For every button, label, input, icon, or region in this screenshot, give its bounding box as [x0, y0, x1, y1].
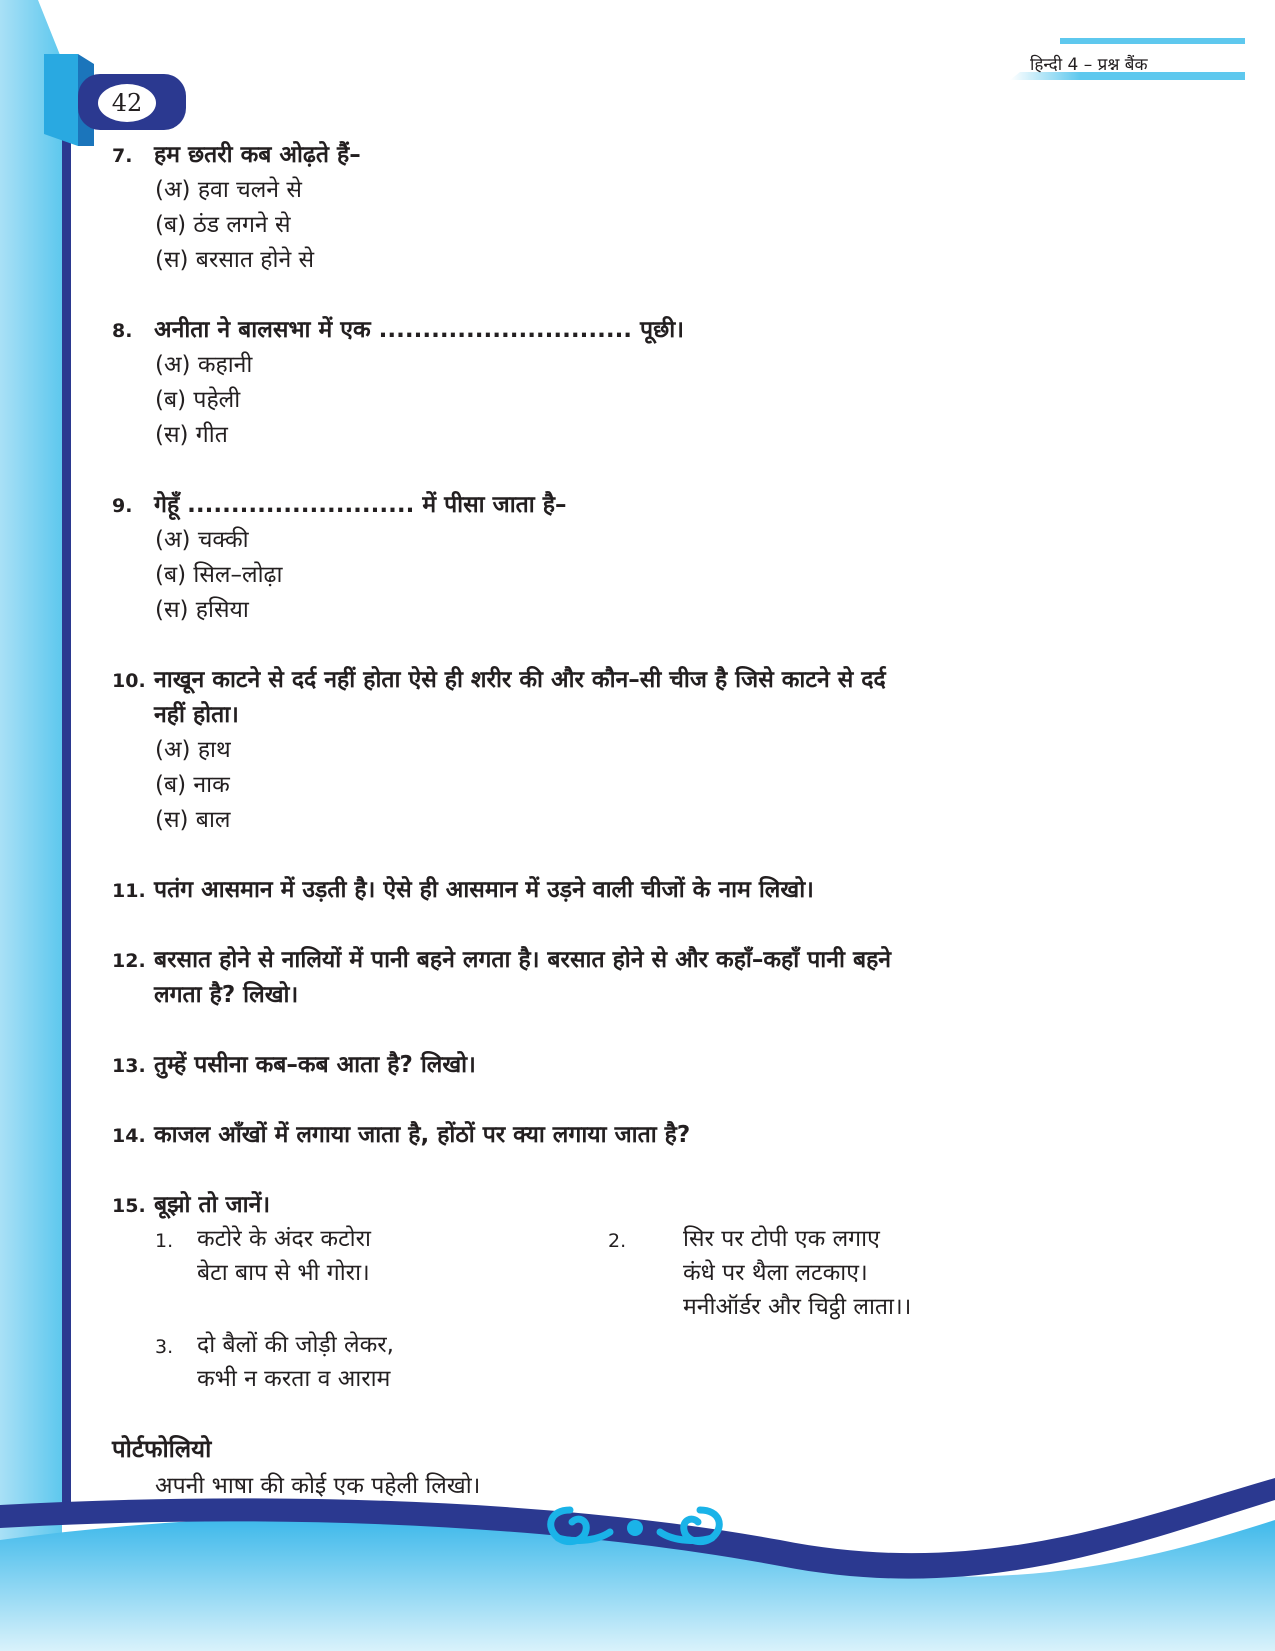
- question-text: गेहूँ .......................... में पीसा जाता है–: [154, 492, 567, 518]
- decorative-swirl-icon: [540, 1502, 730, 1550]
- option: (स) बाल: [155, 807, 231, 833]
- question-number: 11.: [112, 880, 146, 902]
- question-number: 14.: [112, 1125, 146, 1147]
- option: (अ) हवा चलने से: [155, 177, 302, 203]
- riddle-line: सिर पर टोपी एक लगाए: [683, 1226, 880, 1252]
- riddle-number: 1.: [155, 1230, 174, 1252]
- left-margin-rule: [62, 64, 71, 1514]
- riddle-line: कंधे पर थैला लटकाए।: [683, 1260, 868, 1286]
- riddle-number: 2.: [608, 1230, 627, 1252]
- question-number: 12.: [112, 950, 146, 972]
- question-text: तुम्हें पसीना कब–कब आता है? लिखो।: [154, 1052, 476, 1078]
- option: (स) हसिया: [155, 597, 249, 623]
- header-title: हिन्दी 4 – प्रश्न बैंक: [1030, 55, 1148, 75]
- option: (अ) हाथ: [155, 737, 231, 763]
- question-text: अनीता ने बालसभा में एक ............................. पूछी।: [154, 317, 684, 343]
- question-10: [112, 663, 1152, 732]
- question-12: [112, 943, 1152, 1012]
- question-number: 7.: [112, 145, 133, 167]
- riddle-line: कटोरे के अंदर कटोरा: [197, 1226, 371, 1252]
- question-text: पतंग आसमान में उड़ती है। ऐसे ही आसमान में उड़ने वाली चीजों के नाम लिखो।: [154, 877, 814, 903]
- option: (ब) ठंड लगने से: [155, 212, 291, 238]
- riddle-line: कभी न करता व आराम: [197, 1366, 391, 1392]
- bookmark-tab: [44, 54, 78, 146]
- question-text-continued: नहीं होता।: [154, 702, 239, 728]
- question-13: [112, 1048, 1152, 1083]
- portfolio-title: पोर्टफोलियो: [112, 1435, 212, 1463]
- question-text: हम छतरी कब ओढ़ते हैं–: [154, 142, 361, 168]
- option: (ब) सिल–लोढ़ा: [155, 562, 283, 588]
- riddle-line: मनीऑर्डर और चिट्ठी लाता।।: [683, 1294, 912, 1320]
- question-text-continued: लगता है? लिखो।: [154, 982, 299, 1008]
- riddle-line: दो बैलों की जोड़ी लेकर,: [197, 1332, 394, 1358]
- question-text: नाखून काटने से दर्द नहीं होता ऐसे ही शरीर की और कौन–सी चीज है जिसे काटने से दर्द: [154, 667, 886, 693]
- left-margin-strip: [0, 0, 62, 1651]
- question-7: [112, 138, 1152, 173]
- option: (ब) नाक: [155, 772, 230, 798]
- question-8: [112, 313, 1152, 348]
- portfolio-text: अपनी भाषा की कोई एक पहेली लिखो।: [155, 1473, 481, 1499]
- option: (स) गीत: [155, 422, 228, 448]
- question-15: [112, 1188, 1152, 1223]
- question-9: [112, 488, 1152, 523]
- page-number: 42: [98, 84, 156, 122]
- question-text: काजल आँखों में लगाया जाता है, होंठों पर क्या लगाया जाता है?: [154, 1122, 691, 1148]
- question-number: 8.: [112, 320, 133, 342]
- question-number: 9.: [112, 495, 133, 517]
- option: (अ) चक्की: [155, 527, 249, 553]
- question-11: [112, 873, 1152, 908]
- riddle-line: बेटा बाप से भी गोरा।: [197, 1260, 370, 1286]
- riddle-number: 3.: [155, 1336, 174, 1358]
- question-14: [112, 1118, 1152, 1153]
- option: (ब) पहेली: [155, 387, 241, 413]
- option: (अ) कहानी: [155, 352, 253, 378]
- question-text: बरसात होने से नालियों में पानी बहने लगता है। बरसात होने से और कहाँ–कहाँ पानी बहने: [154, 947, 892, 973]
- question-number: 10.: [112, 670, 146, 692]
- option: (स) बरसात होने से: [155, 247, 315, 273]
- question-number: 15.: [112, 1195, 146, 1217]
- question-text: बूझो तो जानें।: [154, 1192, 271, 1218]
- question-number: 13.: [112, 1055, 146, 1077]
